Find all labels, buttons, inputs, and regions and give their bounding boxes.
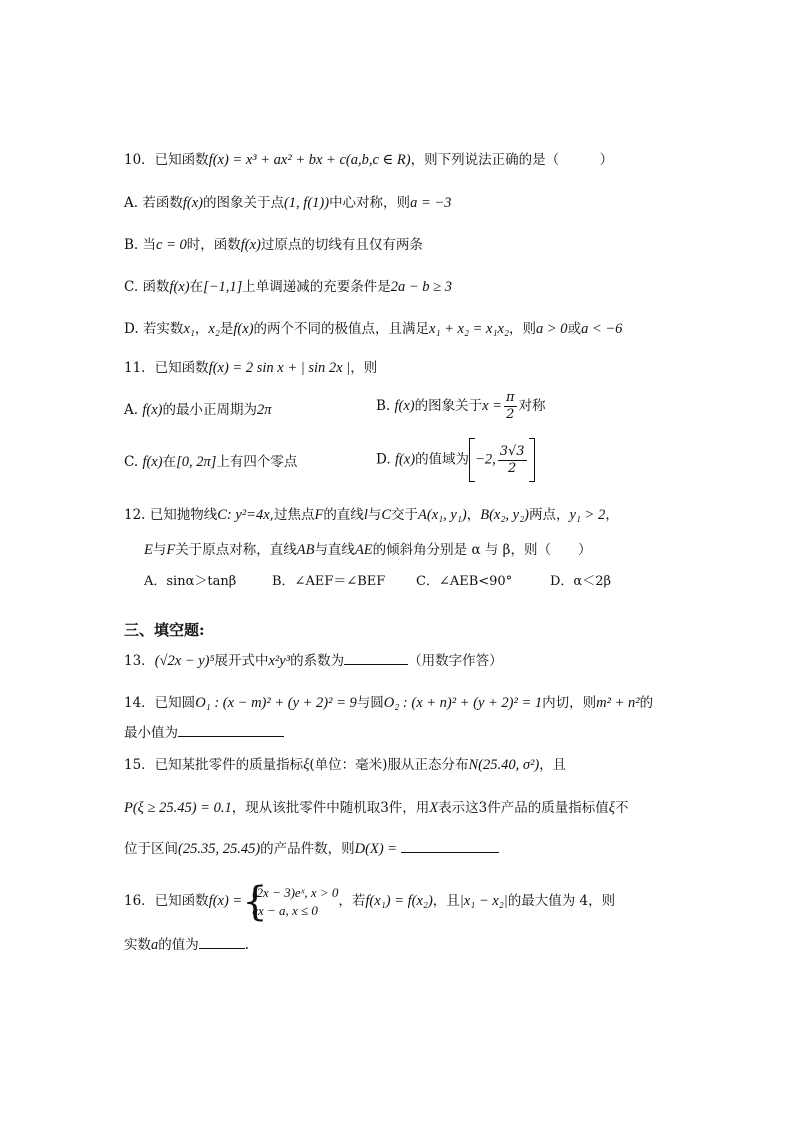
q10-option-b: B. 当c = 0时，函数f(x)过原点的切线有且仅有两条 [124,237,423,253]
answer-blank [401,838,499,853]
q12-option-d: D．α＜2β [550,574,611,589]
q11-option-a: A. f(x)的最小正周期为2π [124,402,272,418]
answer-blank [199,934,245,949]
q10-option-a: A. 若函数f(x)的图象关于点(1, f(1))中心对称，则a = −3 [124,195,452,211]
q12-option-b: B．∠AEF＝∠BEF [272,574,386,589]
q11-stem: 11．已知函数f(x) = 2 sin x + | sin 2x |，则 [124,360,378,376]
q14: 14．已知圆O₁ : (x − m)² + (y + 2)² = 9与圆O₂ : (x + n)² + (y + 2)² = 1内切，则m² + n²的 [124,695,654,711]
q13: 13．(√2x − y)⁵展开式中x²y³的系数为 （用数字作答） [124,650,503,671]
answer-blank [344,650,408,665]
q10-option-c: C. 函数f(x)在[−1,1]上单调递减的充要条件是2a − b ≥ 3 [124,279,453,295]
section-heading: 三、填空题: [124,621,205,639]
q12-stem: 12. 已知抛物线C: y²=4x,过焦点F的直线l与C交于A(x₁, y₁)，B(x₂, y₂)两点，y₁ > 2， [124,507,619,523]
q15: 15．已知某批零件的质量指标ξ(单位：毫米)服从正态分布N(25.40, σ²)，且 [124,757,567,773]
q11-options-ab [124,390,546,424]
q14-line2: 最小值为 [124,722,284,743]
q10-option-d: D. 若实数x₁，x₂是f(x)的两个不同的极值点，且满足x₁ + x₂ = x₁x₂，则a > 0或a < −6 [124,321,623,337]
q16: 16．已知函数f(x) = { (2x − 3)eˣ, x > 0 ex − a, x ≤ 0 ，若f(x₁) = f(x₂)，且|x₁ − x₂|的最大值为 4，则 [124,878,616,925]
q15-line3: 位于区间(25.35, 25.45)的产品件数，则D(X) = [124,838,499,859]
q12-stem-line2: E与F关于原点对称，直线AB与直线AE的倾斜角分别是 α 与 β，则（ ） [144,542,592,558]
q12-options [144,572,611,592]
piecewise-brace: { (2x − 3)eˣ, x > 0 ex − a, x ≤ 0 [242,878,339,925]
q11-option-d: D. f(x)的值域为 −2, $\frac{3√3}{2}$ [376,438,535,482]
q12-option-c: C．∠AEB<90° [416,574,513,589]
q12-option-a: A．sinα＞tanβ [144,574,237,589]
q11-option-c: C. f(x)在[0, 2π]上有四个零点 [124,454,298,470]
q15-line2: P(ξ ≥ 25.45) = 0.1，现从该批零件中随机取3件，用X表示这3件产品的质量指标值ξ不 [124,800,629,816]
q11-options-cd [124,443,525,476]
q10-stem: 10．已知函数f(x) = x³ + ax² + bx + c(a,b,c ∈ R)，则下列说法正确的是（ ） [124,152,614,168]
q16-line2: 实数a的值为 . [124,934,249,955]
q11-option-b: B. f(x)的图象关于x = $\frac{\pi}{2}$ 对称 [376,390,546,422]
answer-blank [178,722,284,737]
